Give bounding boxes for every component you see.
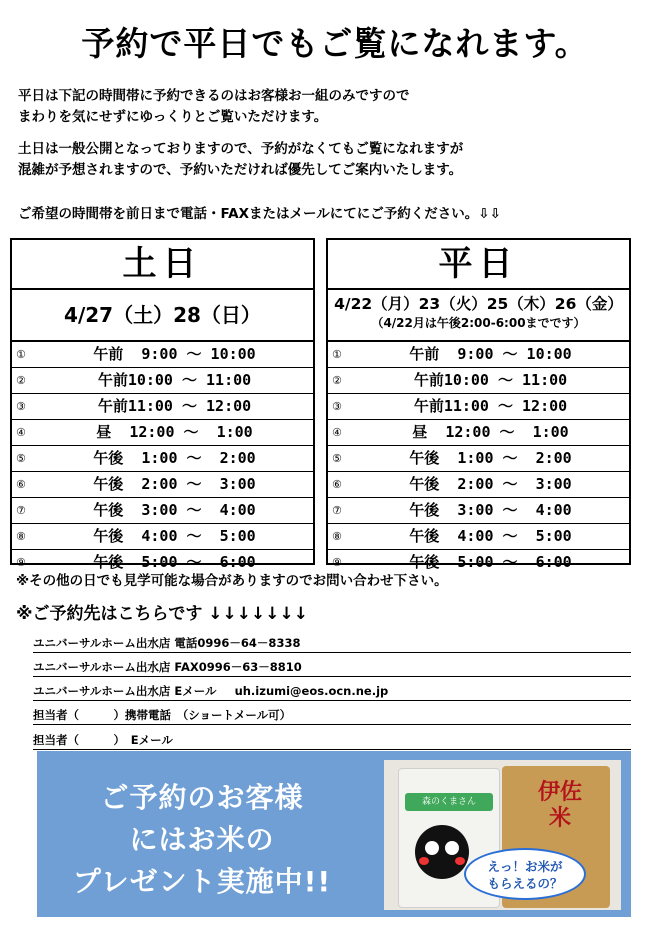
- time-slot-row: [328, 394, 629, 420]
- slot-number: ⑦: [16, 504, 26, 517]
- time-slot-row: [12, 472, 313, 498]
- slot-number: ①: [16, 348, 26, 361]
- weekday-schedule-panel: [326, 238, 631, 571]
- time-slot-row: [12, 498, 313, 524]
- bag-label: 伊佐米: [537, 780, 582, 831]
- contact-phone[interactable]: ユニバーサルホーム出水店 電話0996－64－8338: [33, 634, 631, 653]
- slot-number: ⑦: [332, 504, 342, 517]
- slot-number: ④: [16, 426, 26, 439]
- slot-time: 午後 2:00 ～ 3:00: [409, 475, 572, 493]
- slot-time: 午前11:00 ～ 12:00: [97, 397, 252, 415]
- slot-number: ⑨: [332, 556, 342, 569]
- bear-cheek-icon: [419, 857, 429, 865]
- slot-number: ②: [16, 374, 26, 387]
- intro-line: 平日は下記の時間帯に予約できるのはお客様お一組のみですので: [18, 88, 410, 104]
- weekday-dates-note: （4/22月は午後2:00-6:00までです）: [371, 316, 586, 330]
- slot-time: 午後 1:00 ～ 2:00: [409, 449, 572, 467]
- slot-time: 午後 4:00 ～ 5:00: [93, 527, 256, 545]
- time-slot-row: [328, 420, 629, 446]
- time-slot-row: [328, 342, 629, 368]
- time-slot-row: [12, 342, 313, 368]
- intro-line: まわりを気にせずにゆっくりとご覧いただけます。: [18, 109, 328, 125]
- contact-fax: ユニバーサルホーム出水店 FAX0996－63－8810: [33, 658, 631, 677]
- bear-eye-icon: [425, 841, 439, 855]
- banner-text: [37, 777, 367, 903]
- weekday-slot-list: [328, 342, 629, 575]
- slot-time: 午前10:00 ～ 11:00: [97, 371, 252, 389]
- time-slot-row: [328, 524, 629, 550]
- slot-number: ⑧: [332, 530, 342, 543]
- intro-weekend-text: [18, 139, 463, 181]
- slot-time: 午後 3:00 ～ 4:00: [93, 501, 256, 519]
- time-slot-row: [12, 446, 313, 472]
- slot-time: 午後 2:00 ～ 3:00: [93, 475, 256, 493]
- contact-heading: ※ご予約先はこちらです ↓↓↓↓↓↓↓: [16, 604, 308, 624]
- bubble-line: えっ！お米が: [487, 859, 563, 874]
- slot-time: 午前 9:00 ～ 10:00: [409, 345, 572, 363]
- weekend-slot-list: [12, 342, 313, 575]
- intro-line: 土日は一般公開となっておりますので、予約がなくてもご覧になれますが: [18, 141, 464, 157]
- bubble-line: もらえるの？: [487, 876, 563, 891]
- slot-time: 昼 12:00 ～ 1:00: [412, 423, 569, 441]
- slot-number: ⑧: [16, 530, 26, 543]
- weekday-dates: [328, 290, 629, 342]
- slot-number: ③: [16, 400, 26, 413]
- slot-number: ④: [332, 426, 342, 439]
- banner-line: ご予約のお客様: [100, 781, 304, 814]
- weekend-schedule-panel: [10, 238, 315, 571]
- slot-time: 午前10:00 ～ 11:00: [413, 371, 568, 389]
- intro-line: 混雑が予想されますので、予約いただければ優先してご案内いたします。: [18, 162, 463, 178]
- weekend-heading: 土日: [12, 240, 313, 290]
- bear-mascot-icon: [415, 825, 469, 879]
- slot-time: 午後 5:00 ～ 6:00: [409, 553, 572, 571]
- slot-time: 午後 3:00 ～ 4:00: [409, 501, 572, 519]
- contact-person-email: 担当者（ ） Eメール: [33, 731, 631, 750]
- time-slot-row: [328, 472, 629, 498]
- other-days-note: ※その他の日でも見学可能な場合がありますのでお問い合わせ下さい。: [16, 573, 448, 589]
- time-slot-row: [12, 394, 313, 420]
- bag-label: 森のくまさん: [405, 793, 493, 811]
- banner-line: にはお米の: [129, 823, 275, 856]
- time-slot-row: [12, 524, 313, 550]
- time-slot-row: [328, 368, 629, 394]
- weekday-dates-main: 4/22（月）23（火）25（木）26（金）: [334, 295, 623, 313]
- contact-email-link[interactable]: uh.izumi@eos.ocn.ne.jp: [234, 684, 389, 698]
- slot-time: 午後 5:00 ～ 6:00: [93, 553, 256, 571]
- page-title: 予約で平日でもご覧になれます。: [81, 24, 589, 63]
- slot-number: ⑥: [16, 478, 26, 491]
- slot-time: 午後 1:00 ～ 2:00: [93, 449, 256, 467]
- rice-present-banner: [37, 751, 631, 917]
- bear-cheek-icon: [455, 857, 465, 865]
- time-slot-row: [328, 498, 629, 524]
- speech-bubble: [464, 848, 586, 900]
- slot-number: ⑤: [16, 452, 26, 465]
- time-slot-row: [328, 446, 629, 472]
- slot-number: ②: [332, 374, 342, 387]
- bear-eye-icon: [445, 841, 459, 855]
- slot-number: ⑨: [16, 556, 26, 569]
- slot-number: ③: [332, 400, 342, 413]
- contact-email-line: [33, 682, 631, 701]
- contact-person-phone: 担当者（ ）携帯電話 （ショートメール可）: [33, 706, 631, 725]
- slot-time: 午後 4:00 ～ 5:00: [409, 527, 572, 545]
- reservation-instruction: ご希望の時間帯を前日まで電話・FAXまたはメールにてにご予約ください。⇩⇩: [18, 206, 501, 222]
- weekend-dates: 4/27（土）28（日）: [12, 290, 313, 342]
- slot-time: 昼 12:00 ～ 1:00: [96, 423, 253, 441]
- slot-number: ①: [332, 348, 342, 361]
- rice-bags-photo: [384, 760, 621, 910]
- time-slot-row: [12, 368, 313, 394]
- banner-line: プレゼント実施中!!: [72, 865, 332, 898]
- intro-weekday-text: [18, 86, 410, 128]
- time-slot-row: [12, 420, 313, 446]
- slot-time: 午前11:00 ～ 12:00: [413, 397, 568, 415]
- slot-number: ⑥: [332, 478, 342, 491]
- slot-time: 午前 9:00 ～ 10:00: [93, 345, 256, 363]
- contact-email-label: ユニバーサルホーム出水店 Eメール: [33, 684, 217, 698]
- slot-number: ⑤: [332, 452, 342, 465]
- weekday-heading: 平日: [328, 240, 629, 290]
